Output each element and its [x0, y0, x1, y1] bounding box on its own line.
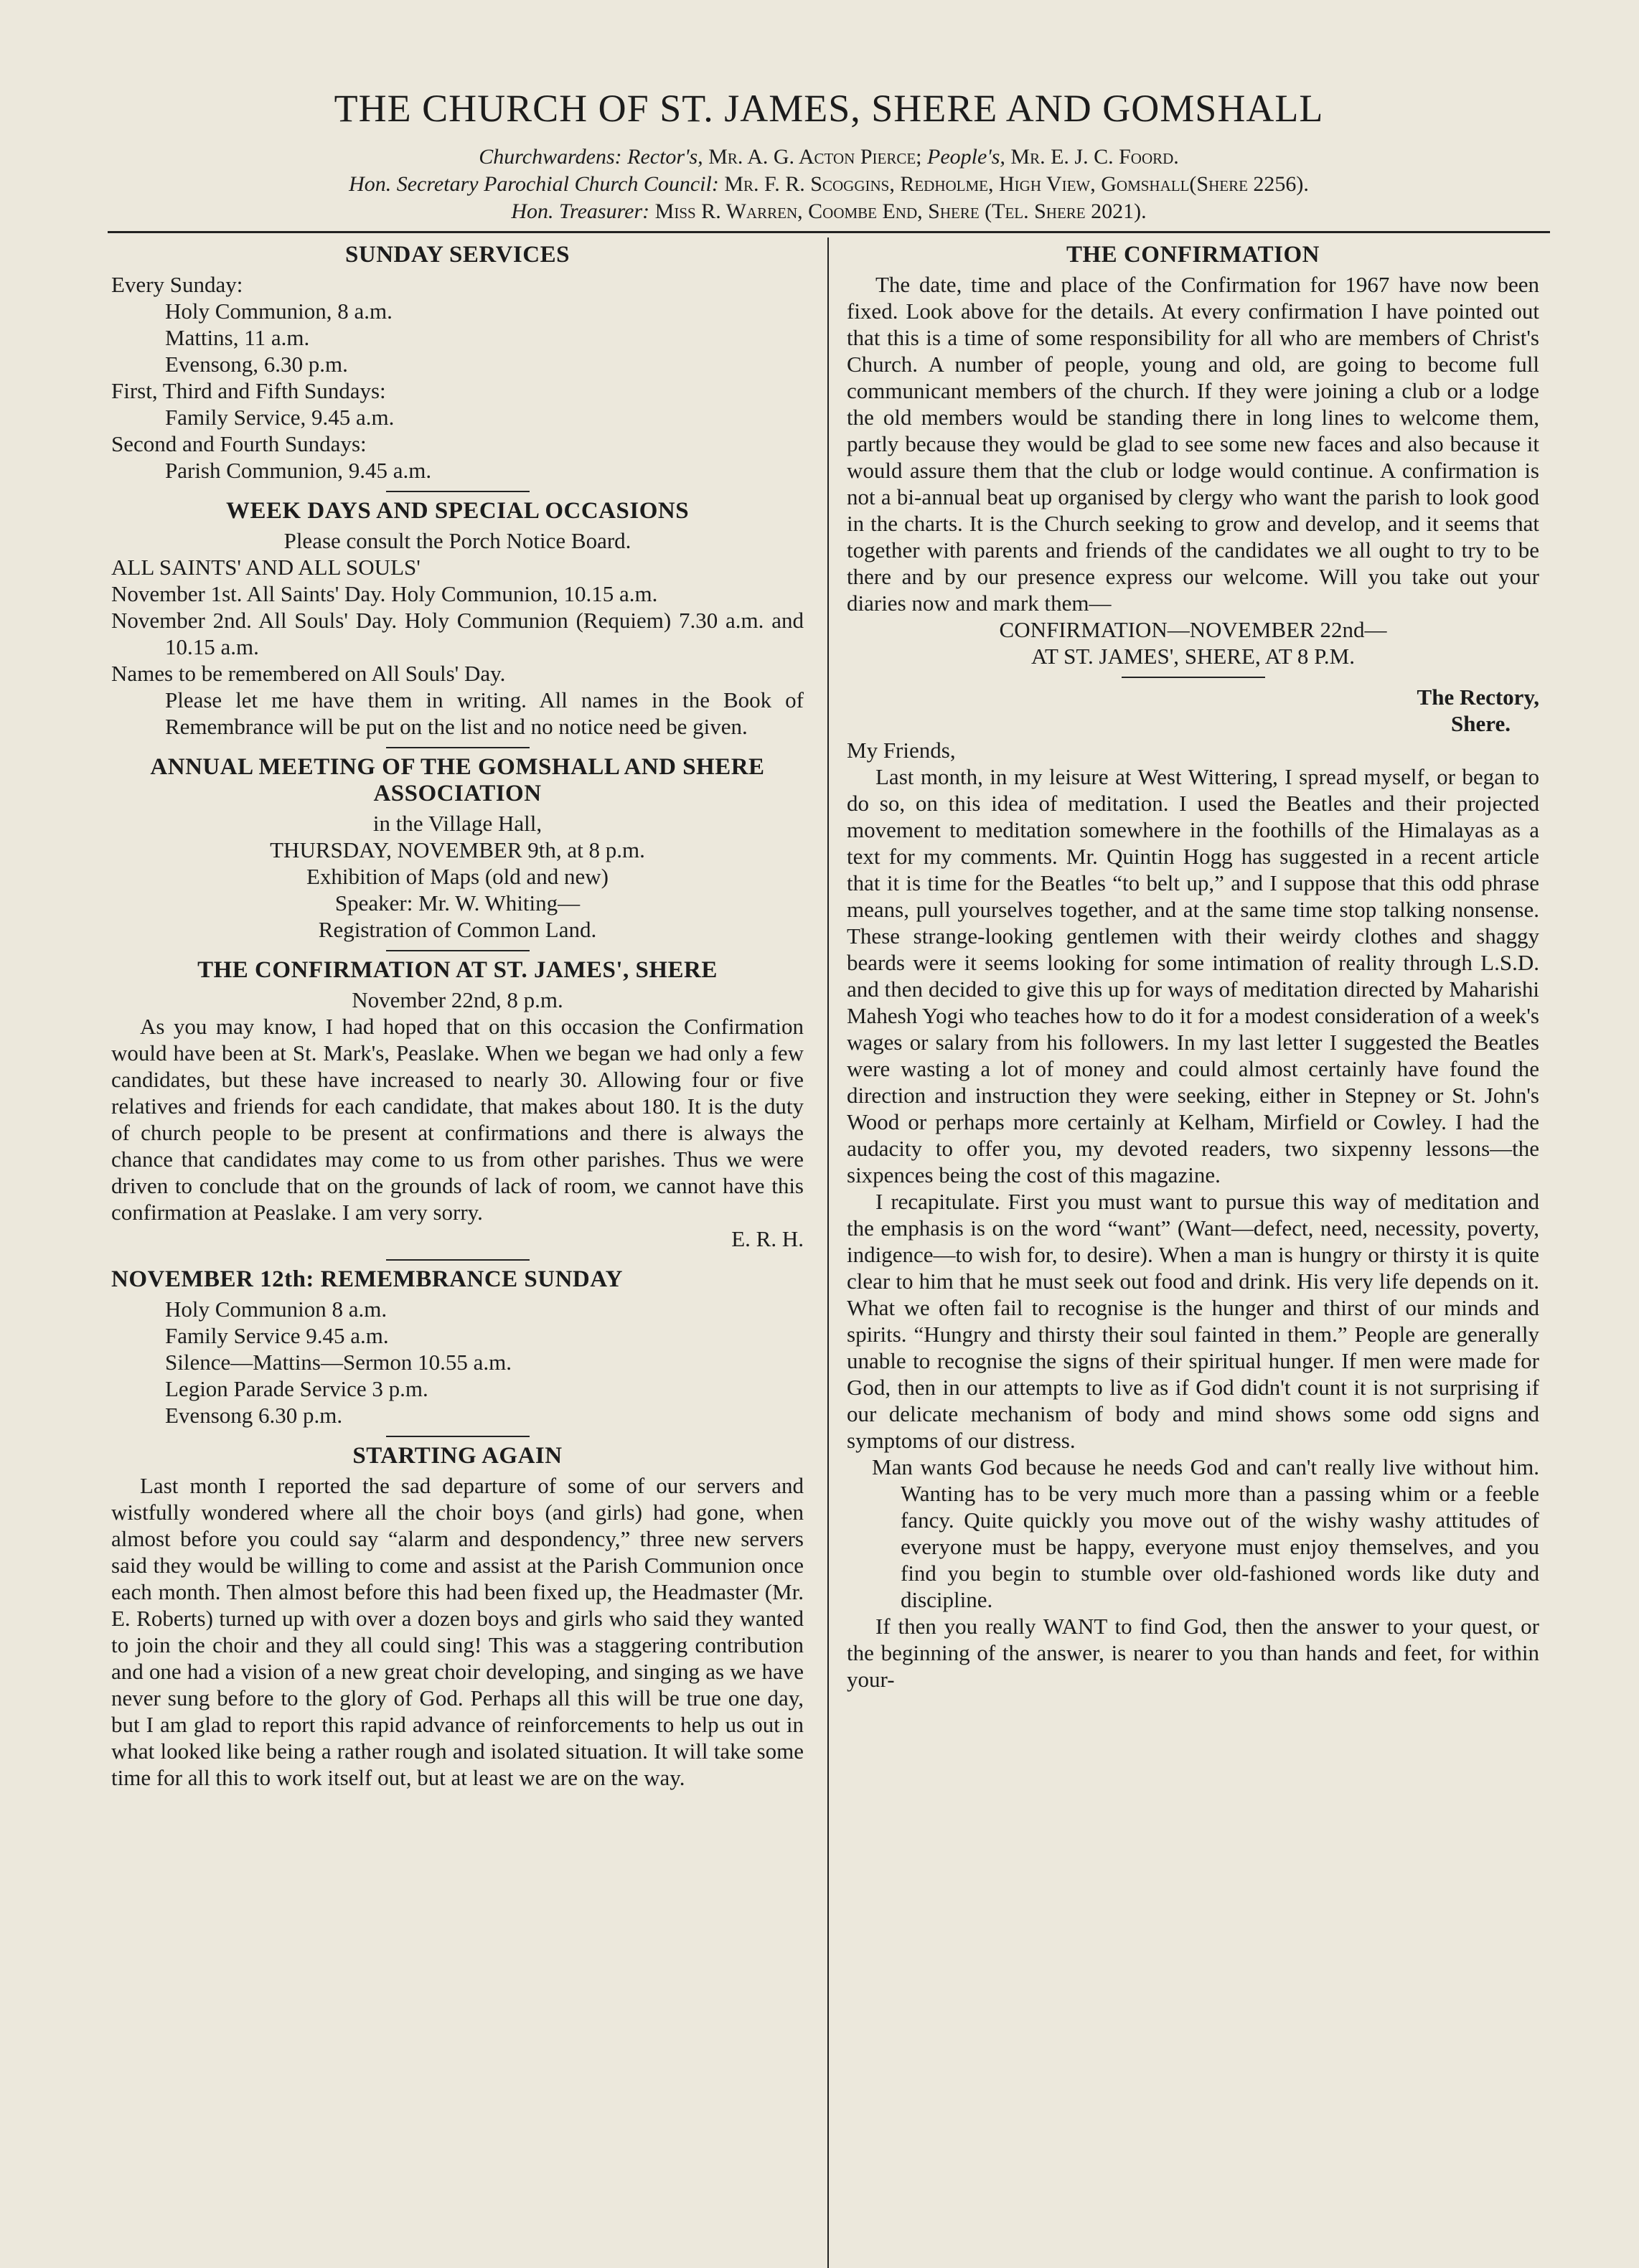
section-heading: THE CONFIRMATION: [1066, 242, 1320, 268]
second-fourth-label: Second and Fourth Sundays:: [111, 431, 367, 456]
names-entry: Names to be remembered on All Souls' Day.: [111, 661, 506, 686]
all-saints-heading: ALL SAINTS' AND ALL SOULS': [111, 555, 421, 580]
right-column: [847, 237, 1550, 1791]
section-divider: [386, 1259, 530, 1261]
letter-paragraph: If then you really WANT to find God, then the answer to your quest, or the beginning of the answer, is nearer to you than hands and feet, for within your-: [847, 1614, 1539, 1692]
remembrance-item: Evensong 6.30 p.m.: [165, 1403, 343, 1428]
service-item: Mattins, 11 a.m.: [165, 325, 310, 350]
two-column-body: [108, 237, 1550, 1791]
starting-again-body: Last month I reported the sad departure of some of our servers and wistfully wondered where all the choir boys (and girls) had gone, when almost before you could say “alarm and despondency,” three new servers said they would be willing to come and assist at the Parish Communion once each month. Then almost before this had been fixed up, the Headmaster (Mr. E. Roberts) turned up with over a dozen boys and girls who said they wanted to join the choir and they all could sing! This was a staggering contribution and one had a vision of a new great choir developing, and singing as we have never sung before to the glory of God. Perhaps all this will be true one day, but I am glad to report this rapid advance of reinforcements to help us out in what looked like being a rather rough and isolated situation. It will take some time for all this to work itself out, but at least we are on the way.: [111, 1473, 804, 1790]
remembrance-item: Legion Parade Service 3 p.m.: [165, 1376, 428, 1401]
secretary-line: [108, 171, 1550, 198]
rectors-letter: [847, 684, 1539, 1693]
confirmation-notice: AT ST. JAMES', SHERE, AT 8 P.M.: [1031, 644, 1355, 669]
meeting-line: in the Village Hall,: [372, 811, 543, 836]
page-title: THE CHURCH OF ST. JAMES, SHERE AND GOMSHALL: [334, 87, 1324, 130]
treasurer-label: Hon. Treasurer:: [511, 199, 650, 223]
nov2-entry: November 2nd. All Souls' Day. Holy Communion (Requiem) 7.30 a.m. and 10.15 a.m.: [111, 608, 804, 659]
letter-paragraph: I recapitulate. First you must want to pursue this way of meditation and the emphasis is on the word “want” (Want—defect, need, necessity, poverty, indigence—to wish for, to desire). When a man is hungry or thirsty it is quite clear to him that he must seek out food and drink. His very life depends on it. What we often fail to recognise is the hunger and thirst of our minds and spirits. “Hungry and thirsty their soul fainted in them.” People are generally unable to recognise the signs of their spiritual hunger. If men were made for God, then in our attempts to live as if God didn't count it is not surprising if our delicate mechanism of body and mind shows some odd signs and symptoms of our distress.: [847, 1189, 1539, 1453]
meeting-line: Registration of Common Land.: [318, 917, 597, 942]
section-heading: THE CONFIRMATION AT ST. JAMES', SHERE: [197, 957, 718, 983]
churchwardens-line: [108, 143, 1550, 171]
letter-paragraph: Man wants God because he needs God and can't really live without him. Wanting has to be very much more than a passing whim or a feeble fancy. Quite quickly you move out of the wishy washy attitudes of everyone must be happy, everyone must enjoy themselves, and you find you begin to stumble over old-fashioned words like duty and discipline.: [872, 1454, 1539, 1612]
churchwardens-label: Churchwardens: Rector's,: [479, 145, 703, 169]
remembrance-item: Holy Communion 8 a.m.: [165, 1297, 388, 1322]
meeting-line: Speaker: Mr. W. Whiting—: [334, 890, 581, 916]
names-detail: Please let me have them in writing. All names in the Book of Remembrance will be put on the list and no notice need be given.: [165, 687, 804, 739]
sunday-services-section: [111, 242, 804, 484]
secretary-name: Mr. F. R. Scoggins, Redholme, High View, Gomshall(Shere 2256).: [724, 172, 1309, 196]
first-third-label: First, Third and Fifth Sundays:: [111, 378, 386, 403]
section-divider: [386, 491, 530, 492]
remembrance-section: [111, 1266, 804, 1429]
header-rule: [108, 231, 1550, 233]
section-divider: [1122, 677, 1265, 678]
starting-again-section: [111, 1443, 804, 1791]
section-divider: [386, 1436, 530, 1437]
rectors-warden: Mr. A. G. Acton Pierce;: [708, 145, 922, 169]
week-days-section: [111, 498, 804, 740]
service-item: Family Service, 9.45 a.m.: [165, 405, 395, 430]
service-item: Parish Communion, 9.45 a.m.: [165, 458, 432, 483]
meeting-line: THURSDAY, NOVEMBER 9th, at 8 p.m.: [270, 837, 645, 862]
confirmation-date: November 22nd, 8 p.m.: [352, 987, 563, 1012]
treasurer-name: Miss R. Warren, Coombe End, Shere (Tel. Shere 2021).: [654, 199, 1147, 223]
signature: E. R. H.: [731, 1226, 804, 1251]
section-heading: NOVEMBER 12th: REMEMBRANCE SUNDAY: [111, 1266, 623, 1292]
letter-salutation: My Friends,: [847, 738, 956, 763]
remembrance-item: Silence—Mattins—Sermon 10.55 a.m.: [165, 1350, 512, 1375]
section-heading: SUNDAY SERVICES: [345, 242, 570, 268]
peoples-label: People's,: [927, 145, 1005, 169]
letter-paragraph: Last month, in my leisure at West Wittering, I spread myself, or began to do so, on this idea of meditation. I used the Beatles and their projected movement to meditation somewhere in the foothills of the Himalayas as a text for my comments. Mr. Quintin Hogg has suggested in a recent article that it is time for the Beatles “to belt up,” and I suppose that this odd phrase means, pull yourselves together, and at the same time stop talking nonsense. These strange-looking gentlemen with their weirdy clothes and shaggy beards were it seems looking for some intimation of reality through L.S.D. and then decided to give this up for ways of meditation directed by Maharishi Mahesh Yogi who teaches how to do it for a modest consideration of a week's wages or salary from his followers. In my last letter I suggested the Beatles were wasting a lot of money and could almost certainly have found the direction and instruction they were seeking, either in Stepney or St. John's Wood or perhaps more certainly at Kelham, Mirfield or Cowley. I had the audacity to offer you, my devoted readers, two sixpenny lessons—the sixpences being the cost of this magazine.: [847, 764, 1539, 1187]
section-heading: WEEK DAYS AND SPECIAL OCCASIONS: [225, 498, 690, 524]
secretary-label: Hon. Secretary Parochial Church Council:: [349, 172, 719, 196]
every-sunday-label: Every Sunday:: [111, 272, 243, 297]
section-divider: [386, 950, 530, 951]
nov1-entry: November 1st. All Saints' Day. Holy Communion, 10.15 a.m.: [111, 581, 658, 606]
service-item: Evensong, 6.30 p.m.: [165, 352, 348, 377]
service-item: Holy Communion, 8 a.m.: [165, 298, 393, 324]
the-confirmation-body: The date, time and place of the Confirmation for 1967 have now been fixed. Look above for the details. At every confirmation I have pointed out that this is a time of some responsibility for all who are members of Christ's Church. A number of people, young and old, are going to become full communicant members of the church. If they were joining a club or a lodge the old members would be standing there in long lines to welcome them, partly because they would be glad to see some new faces and also because it would assure them that the club or lodge would continue. A confirmation is not a bi-annual beat up organised by clergy who want the parish to look good in the charts. It is the Church seeking to grow and develop, and it seems that together with parents and friends of the candidates we all ought to try to be there and by our presence express our welcome. Will you take out your diaries now and mark them—: [847, 272, 1539, 616]
treasurer-line: [108, 198, 1550, 225]
letter-address: The Rectory,: [1417, 684, 1539, 710]
remembrance-item: Family Service 9.45 a.m.: [165, 1323, 389, 1348]
section-divider: [386, 747, 530, 748]
confirmation-notice: CONFIRMATION—NOVEMBER 22nd—: [999, 617, 1387, 642]
annual-meeting-section: [111, 754, 804, 943]
meeting-line: Exhibition of Maps (old and new): [306, 864, 609, 889]
confirmation-shere-section: [111, 957, 804, 1252]
left-column: [108, 237, 804, 1791]
consult-notice: Please consult the Porch Notice Board.: [283, 528, 631, 553]
section-heading: ANNUAL MEETING OF THE GOMSHALL AND SHERE ASSOCIATION: [150, 754, 765, 806]
the-confirmation-section: [847, 242, 1539, 669]
section-heading: STARTING AGAIN: [352, 1443, 563, 1469]
column-divider: [827, 237, 829, 2268]
confirmation-body: As you may know, I had hoped that on this occasion the Confirmation would have been at St. Mark's, Peaslake. When we began we had only a few candidates, but these have increased to nearly 30. Allowing four or five relatives and friends for each candidate, that makes about 180. It is the duty of church people to be present at confirmations and there is always the chance that candidates may come to us from other parishes. Thus we were driven to conclude that on the grounds of lack of room, we cannot have this confirmation at Peaslake. I am very sorry.: [111, 1014, 804, 1225]
peoples-warden: Mr. E. J. C. Foord.: [1010, 145, 1179, 169]
letter-address: Shere.: [1451, 711, 1511, 736]
masthead: [108, 86, 1550, 225]
magazine-page: [108, 72, 1550, 2181]
